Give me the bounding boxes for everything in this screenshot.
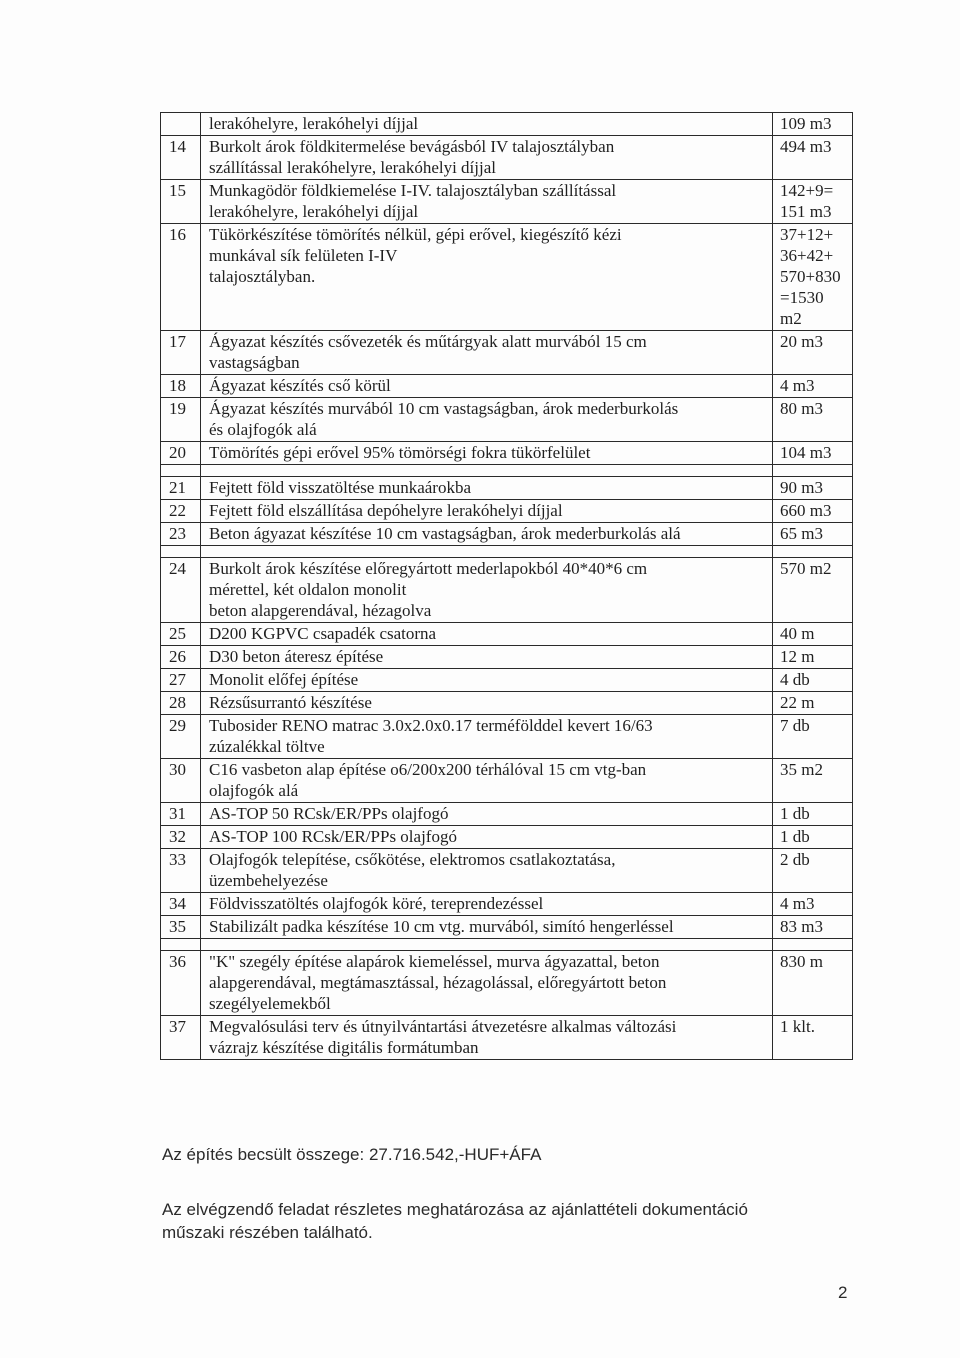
item-description: Tükörkészítése tömörítés nélkül, gépi erővel, kiegészítő kézi munkával sík felületen I-IV talajosztályban. [201, 224, 773, 331]
item-number: 29 [161, 715, 201, 759]
table-row [161, 523, 853, 546]
item-quantity: 40 m [773, 623, 853, 646]
item-quantity: 494 m3 [773, 136, 853, 180]
item-description: Ágyazat készítés murvából 10 cm vastagságban, árok mederburkolás és olajfogók alá [201, 398, 773, 442]
item-description: AS-TOP 50 RCsk/ER/PPs olajfogó [201, 803, 773, 826]
spacer-cell [201, 465, 773, 477]
item-number: 32 [161, 826, 201, 849]
item-description: Tömörítés gépi erővel 95% tömörségi fokra tükörfelület [201, 442, 773, 465]
item-number: 30 [161, 759, 201, 803]
item-description: AS-TOP 100 RCsk/ER/PPs olajfogó [201, 826, 773, 849]
item-number: 22 [161, 500, 201, 523]
item-description: Burkolt árok készítése előregyártott mederlapokból 40*40*6 cm mérettel, két oldalon monolit beton alapgerendával, hézagolva [201, 558, 773, 623]
table-row [161, 398, 853, 442]
item-description: Monolit előfej építése [201, 669, 773, 692]
item-quantity: 109 m3 [773, 113, 853, 136]
table-row [161, 623, 853, 646]
spacer-cell [201, 939, 773, 951]
item-number: 31 [161, 803, 201, 826]
item-number: 17 [161, 331, 201, 375]
item-description: C16 vasbeton alap építése o6/200x200 térhálóval 15 cm vtg-ban olajfogók alá [201, 759, 773, 803]
item-quantity: 2 db [773, 849, 853, 893]
table-row [161, 375, 853, 398]
table-row [161, 558, 853, 623]
table-row [161, 442, 853, 465]
item-number: 25 [161, 623, 201, 646]
item-description: Rézsűsurrantó készítése [201, 692, 773, 715]
item-number: 33 [161, 849, 201, 893]
item-number: 28 [161, 692, 201, 715]
item-number: 18 [161, 375, 201, 398]
table-spacer-row [161, 546, 853, 558]
item-number: 14 [161, 136, 201, 180]
table-spacer-row [161, 465, 853, 477]
item-number: 15 [161, 180, 201, 224]
item-quantity: 83 m3 [773, 916, 853, 939]
item-quantity: 4 m3 [773, 375, 853, 398]
table-row [161, 893, 853, 916]
table-row [161, 951, 853, 1016]
table-row [161, 826, 853, 849]
item-description: Fejtett föld visszatöltése munkaárokba [201, 477, 773, 500]
item-quantity: 90 m3 [773, 477, 853, 500]
item-number: 23 [161, 523, 201, 546]
item-quantity: 20 m3 [773, 331, 853, 375]
item-quantity: 570 m2 [773, 558, 853, 623]
item-number: 24 [161, 558, 201, 623]
item-quantity: 65 m3 [773, 523, 853, 546]
spacer-cell [201, 546, 773, 558]
item-quantity: 4 db [773, 669, 853, 692]
item-quantity: 80 m3 [773, 398, 853, 442]
documentation-note: Az elvégzendő feladat részletes meghatározása az ajánlattételi dokumentáció műszaki részében található. [162, 1200, 748, 1242]
item-quantity: 37+12+ 36+42+ 570+830 =1530 m2 [773, 224, 853, 331]
table-row [161, 715, 853, 759]
table-row [161, 1016, 853, 1060]
work-items-table [160, 112, 853, 1060]
table-row [161, 224, 853, 331]
item-quantity: 22 m [773, 692, 853, 715]
item-description: Megvalósulási terv és útnyilvántartási átvezetésre alkalmas változási vázrajz készítése digitális formátumban [201, 1016, 773, 1060]
item-description: D200 KGPVC csapadék csatorna [201, 623, 773, 646]
item-description: Burkolt árok földkitermelése bevágásból IV talajosztályban szállítással lerakóhelyre, lerakóhelyi díjjal [201, 136, 773, 180]
item-number: 20 [161, 442, 201, 465]
item-quantity: 12 m [773, 646, 853, 669]
item-number [161, 113, 201, 136]
item-number: 36 [161, 951, 201, 1016]
item-quantity: 1 klt. [773, 1016, 853, 1060]
item-description: Földvisszatöltés olajfogók köré, tereprendezéssel [201, 893, 773, 916]
item-number: 37 [161, 1016, 201, 1060]
table-row [161, 331, 853, 375]
item-description: Beton ágyazat készítése 10 cm vastagságban, árok mederburkolás alá [201, 523, 773, 546]
item-description: lerakóhelyre, lerakóhelyi díjjal [201, 113, 773, 136]
item-quantity: 35 m2 [773, 759, 853, 803]
item-description: "K" szegély építése alapárok kiemeléssel, murva ágyazattal, beton alapgerendával, megtámasztással, hézagolással, előregyártott beton szegélyelemekből [201, 951, 773, 1016]
item-quantity: 142+9= 151 m3 [773, 180, 853, 224]
item-number: 27 [161, 669, 201, 692]
table-row [161, 692, 853, 715]
item-quantity: 7 db [773, 715, 853, 759]
estimated-cost-line: Az építés becsült összege: 27.716.542,-HUF+ÁFA [162, 1145, 542, 1164]
spacer-cell [773, 465, 853, 477]
item-description: Olajfogók telepítése, csőkötése, elektromos csatlakoztatása, üzembehelyezése [201, 849, 773, 893]
table-row [161, 849, 853, 893]
item-number: 26 [161, 646, 201, 669]
table-row [161, 180, 853, 224]
item-quantity: 660 m3 [773, 500, 853, 523]
item-number: 34 [161, 893, 201, 916]
spacer-cell [161, 465, 201, 477]
item-quantity: 104 m3 [773, 442, 853, 465]
table-spacer-row [161, 939, 853, 951]
table-row [161, 113, 853, 136]
item-description: D30 beton áteresz építése [201, 646, 773, 669]
table-row [161, 646, 853, 669]
table-row [161, 916, 853, 939]
item-quantity: 830 m [773, 951, 853, 1016]
table-row [161, 759, 853, 803]
spacer-cell [161, 939, 201, 951]
item-description: Ágyazat készítés cső körül [201, 375, 773, 398]
item-number: 21 [161, 477, 201, 500]
table-row [161, 669, 853, 692]
spacer-cell [773, 939, 853, 951]
work-items-body [161, 113, 853, 1060]
page-number: 2 [838, 1283, 848, 1302]
item-description: Fejtett föld elszállítása depóhelyre lerakóhelyi díjjal [201, 500, 773, 523]
item-description: Ágyazat készítés csővezeték és műtárgyak alatt murvából 15 cm vastagságban [201, 331, 773, 375]
table-row [161, 500, 853, 523]
item-description: Tubosider RENO matrac 3.0x2.0x0.17 terméfölddel kevert 16/63 zúzalékkal töltve [201, 715, 773, 759]
item-description: Stabilizált padka készítése 10 cm vtg. murvából, simító hengerléssel [201, 916, 773, 939]
table-row [161, 477, 853, 500]
item-number: 35 [161, 916, 201, 939]
table-row [161, 803, 853, 826]
item-quantity: 1 db [773, 803, 853, 826]
item-description: Munkagödör földkiemelése I-IV. talajosztályban szállítással lerakóhelyre, lerakóhelyi díjjal [201, 180, 773, 224]
spacer-cell [161, 546, 201, 558]
item-number: 19 [161, 398, 201, 442]
item-number: 16 [161, 224, 201, 331]
spacer-cell [773, 546, 853, 558]
item-quantity: 1 db [773, 826, 853, 849]
table-row [161, 136, 853, 180]
item-quantity: 4 m3 [773, 893, 853, 916]
